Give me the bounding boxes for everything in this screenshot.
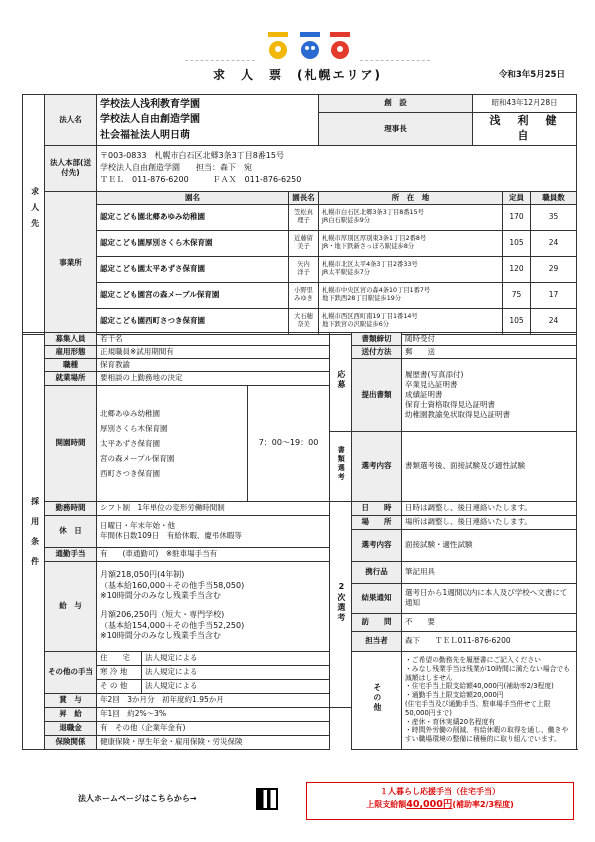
place-value: 場所は調整し、後日連絡いたします。 <box>402 515 577 529</box>
retirement-label: 退職金 <box>45 721 97 735</box>
conditions-table <box>22 332 577 750</box>
result-value: 選考日から1週間以内に本人及び学校へ文書にて通知 <box>402 583 577 613</box>
contact-label: 担当者 <box>352 631 402 651</box>
housing-allowance-title: １人暮らし応援手当（住宅手当） <box>380 787 500 796</box>
facility-address: 札幌市厚別区厚別東3条1丁目2番8号 JR・地下鉄新さっぽろ駅徒歩8分 <box>319 230 503 256</box>
section-label-conditions: 採用条件 <box>23 333 45 750</box>
page-title: 求 人 票 (札幌エリア) <box>213 68 382 82</box>
job-type-value: 保育教諭 <box>97 359 330 372</box>
work-hours-label: 勤務時間 <box>45 501 97 515</box>
recruit-count-value: 若干名 <box>97 333 330 346</box>
employment-type-value: 正規職員※試用期間有 <box>97 346 330 359</box>
visit-label: 訪 問 <box>352 613 402 631</box>
other-notes: ・ご希望の勤務先を履歴書にご記入ください ・みなし残業手当は残業が10時間に満たない場合でも減額はしません ・住宅手当上限支給額40,000円(補助率2/3程度) ・通勤手当上限支給額20,000円 (住宅手当及び通勤手当、駐車場手当併せて上限50,000円まで) ・産休・育休実績20名程度有 ・時間外労働の削減、有給休暇の取得を通し、働きやすい職場環境の整備に積極的に取り組んでいます。 <box>402 651 577 749</box>
table-row <box>23 282 577 308</box>
commute-label: 通勤手当 <box>45 547 97 561</box>
facility-staff: 35 <box>531 204 577 230</box>
facility-director: 矢内 洋子 <box>289 256 319 282</box>
second-content-value: 面接試験・適性試験 <box>402 529 577 561</box>
date-label: 日 時 <box>352 501 402 515</box>
work-hours-value: シフト制 1年単位の変形労働時間制 <box>97 501 330 515</box>
facility-director: 近藤留美子 <box>289 230 319 256</box>
recruit-count-label: 募集人員 <box>45 333 97 346</box>
facility-address: 札幌市中央区宮の森4条10丁目1番7号 地下鉄西28丁目駅徒歩19分 <box>319 282 503 308</box>
facility-name: 認定こども園厚別さくら木保育園 <box>97 230 289 256</box>
facility-address: 札幌市白石区北郷3条3丁目8番15号 JR白石駅徒歩9分 <box>319 204 503 230</box>
col-director: 園長名 <box>289 191 319 204</box>
facility-staff: 17 <box>531 282 577 308</box>
corp-names: 学校法人浅利教育学園 学校法人自由創造学園 社会福祉法人明日萌 <box>97 95 319 146</box>
logo-icon <box>264 22 354 66</box>
housing-allowance-box <box>306 782 574 820</box>
apply-section-label: 応募 <box>330 333 352 432</box>
documents-label: 提出書類 <box>352 359 402 431</box>
facility-capacity: 120 <box>503 256 531 282</box>
housing-allowance-amount-line: 上限支給額40,000円(補助率2/3程度) <box>366 799 514 810</box>
doc-screening-content-label: 選考内容 <box>352 431 402 501</box>
facility-name: 認定こども園宮の森メープル保育園 <box>97 282 289 308</box>
divider <box>360 60 430 61</box>
second-content-label: 選考内容 <box>352 529 402 561</box>
allowance-key: 住 宅 <box>97 651 142 665</box>
facility-staff: 24 <box>531 308 577 334</box>
other-label: その他 <box>352 651 402 749</box>
col-facility-name: 園名 <box>97 191 289 204</box>
facility-capacity: 105 <box>503 230 531 256</box>
holiday-label: 休 日 <box>45 515 97 547</box>
allowance-value: 法人規定による <box>142 665 330 679</box>
facility-name: 認定こども園北郷あゆみ幼稚園 <box>97 204 289 230</box>
facility-address: 札幌市北区太平4条3丁目2番33号 JR太平駅徒歩7分 <box>319 256 503 282</box>
allowance-value: 法人規定による <box>142 651 330 665</box>
allowance-label: その他の手当 <box>45 651 97 693</box>
workplace-label: 就業場所 <box>45 372 97 385</box>
table-row <box>23 308 577 334</box>
table-row <box>23 204 577 230</box>
facility-director: 大石穂奈美 <box>289 308 319 334</box>
allowance-key: そ の 他 <box>97 679 142 693</box>
salary-label: 給 与 <box>45 561 97 651</box>
hq-address: 〒003-0833 札幌市白石区北郷3条3丁目8番15号 学校法人自由創造学園 担当：森下 宛 ＴＥＬ 011-876-6200 ＦＡＸ 011-876-6250 <box>97 145 577 191</box>
insurance-value: 健康保険・厚生年金・雇用保険・労災保険 <box>97 735 330 749</box>
table-row <box>23 230 577 256</box>
homepage-link-text: 法人ホームページはこちらから→ <box>78 794 197 803</box>
deadline-label: 書類締切 <box>352 333 402 346</box>
send-method-label: 送付方法 <box>352 346 402 359</box>
facility-staff: 29 <box>531 256 577 282</box>
col-address: 所 在 地 <box>319 191 503 204</box>
office-label: 事業所 <box>45 191 97 334</box>
employer-table <box>22 94 577 335</box>
doc-screening-content-value: 書類選考後、面接試験及び適性試験 <box>402 431 577 501</box>
deadline-value: 随時受付 <box>402 333 577 346</box>
facility-director: 小野里みゆき <box>289 282 319 308</box>
place-label: 場 所 <box>352 515 402 529</box>
salary-value: 月額218,050円(4年制) （基本給160,000＋その他手当58,050) ※10時間分のみなし残業手当含む 月額206,250円（短大・専門学校) （基本給154,000＋その他手当52,250) ※10時間分のみなし残業手当含む <box>97 561 330 651</box>
insurance-label: 保険関係 <box>45 735 97 749</box>
qr-code-icon[interactable] <box>256 788 278 810</box>
opening-hours-label: 開園時間 <box>45 385 97 501</box>
items-value: 筆記用具 <box>402 561 577 583</box>
col-staff: 職員数 <box>531 191 577 204</box>
second-screening-label: 2次選考 <box>330 501 352 707</box>
date-value: 日時は調整し、後日連絡いたします。 <box>402 501 577 515</box>
employment-type-label: 雇用形態 <box>45 346 97 359</box>
doc-screening-label: 書類選考 <box>330 431 352 501</box>
founded-value: 昭和43年12月28日 <box>473 95 577 113</box>
chairman-label: 理事長 <box>319 113 473 146</box>
holiday-value: 日曜日・年末年始・他 年間休日数109日 有給休暇、慶弔休暇等 <box>97 515 330 547</box>
hq-label: 法人本部(送付先) <box>45 145 97 191</box>
allowance-value: 法人規定による <box>142 679 330 693</box>
corp-name-label: 法人名 <box>45 95 97 146</box>
facility-director: 笠松真理子 <box>289 204 319 230</box>
divider <box>185 60 255 61</box>
items-label: 携行品 <box>352 561 402 583</box>
bonus-label: 賞 与 <box>45 693 97 707</box>
facility-capacity: 105 <box>503 308 531 334</box>
facility-name: 認定こども園太平あずさ保育園 <box>97 256 289 282</box>
workplace-value: 要相談の上勤務地の決定 <box>97 372 330 385</box>
facility-capacity: 170 <box>503 204 531 230</box>
contact-value: 森下 ＴＥＬ011-876-6200 <box>402 631 577 651</box>
documents-list: 履歴書(写真添付) 卒業見込証明書 成績証明書 保育士資格取得見込証明書 幼稚園教諭免状取得見込証明書 <box>402 359 577 431</box>
raise-label: 昇 給 <box>45 707 97 721</box>
facility-capacity: 75 <box>503 282 531 308</box>
facility-name: 認定こども園西町さつき保育園 <box>97 308 289 334</box>
allowance-key: 寒 冷 地 <box>97 665 142 679</box>
section-label-employer: 求人先 <box>23 95 45 335</box>
col-capacity: 定員 <box>503 191 531 204</box>
retirement-value: 有 その他（企業年金有) <box>97 721 330 735</box>
issue-date: 令和3年5月25日 <box>498 70 565 80</box>
job-type-label: 職種 <box>45 359 97 372</box>
bonus-value: 年2回 3か月分 初年度約1.95か月 <box>97 693 330 707</box>
send-method-value: 郵 送 <box>402 346 577 359</box>
facility-address: 札幌市西区西町南19丁目1番14号 地下鉄宮の沢駅徒歩6分 <box>319 308 503 334</box>
table-row <box>23 256 577 282</box>
facility-staff: 24 <box>531 230 577 256</box>
visit-value: 不 要 <box>402 613 577 631</box>
founded-label: 創 設 <box>319 95 473 113</box>
opening-hours-value: 7：00～19：00 <box>248 385 330 501</box>
chairman-value: 浅 利 健 自 <box>473 113 577 146</box>
result-label: 結果通知 <box>352 583 402 613</box>
commute-value: 有 (車通勤可) ※駐車場手当有 <box>97 547 330 561</box>
raise-value: 年1回 約2%～3% <box>97 707 330 721</box>
facility-list: 北郷あゆみ幼稚園 厚別さくら木保育園 太平あずさ保育園 宮の森メープル保育園 西町さつき保育園 <box>97 385 248 501</box>
